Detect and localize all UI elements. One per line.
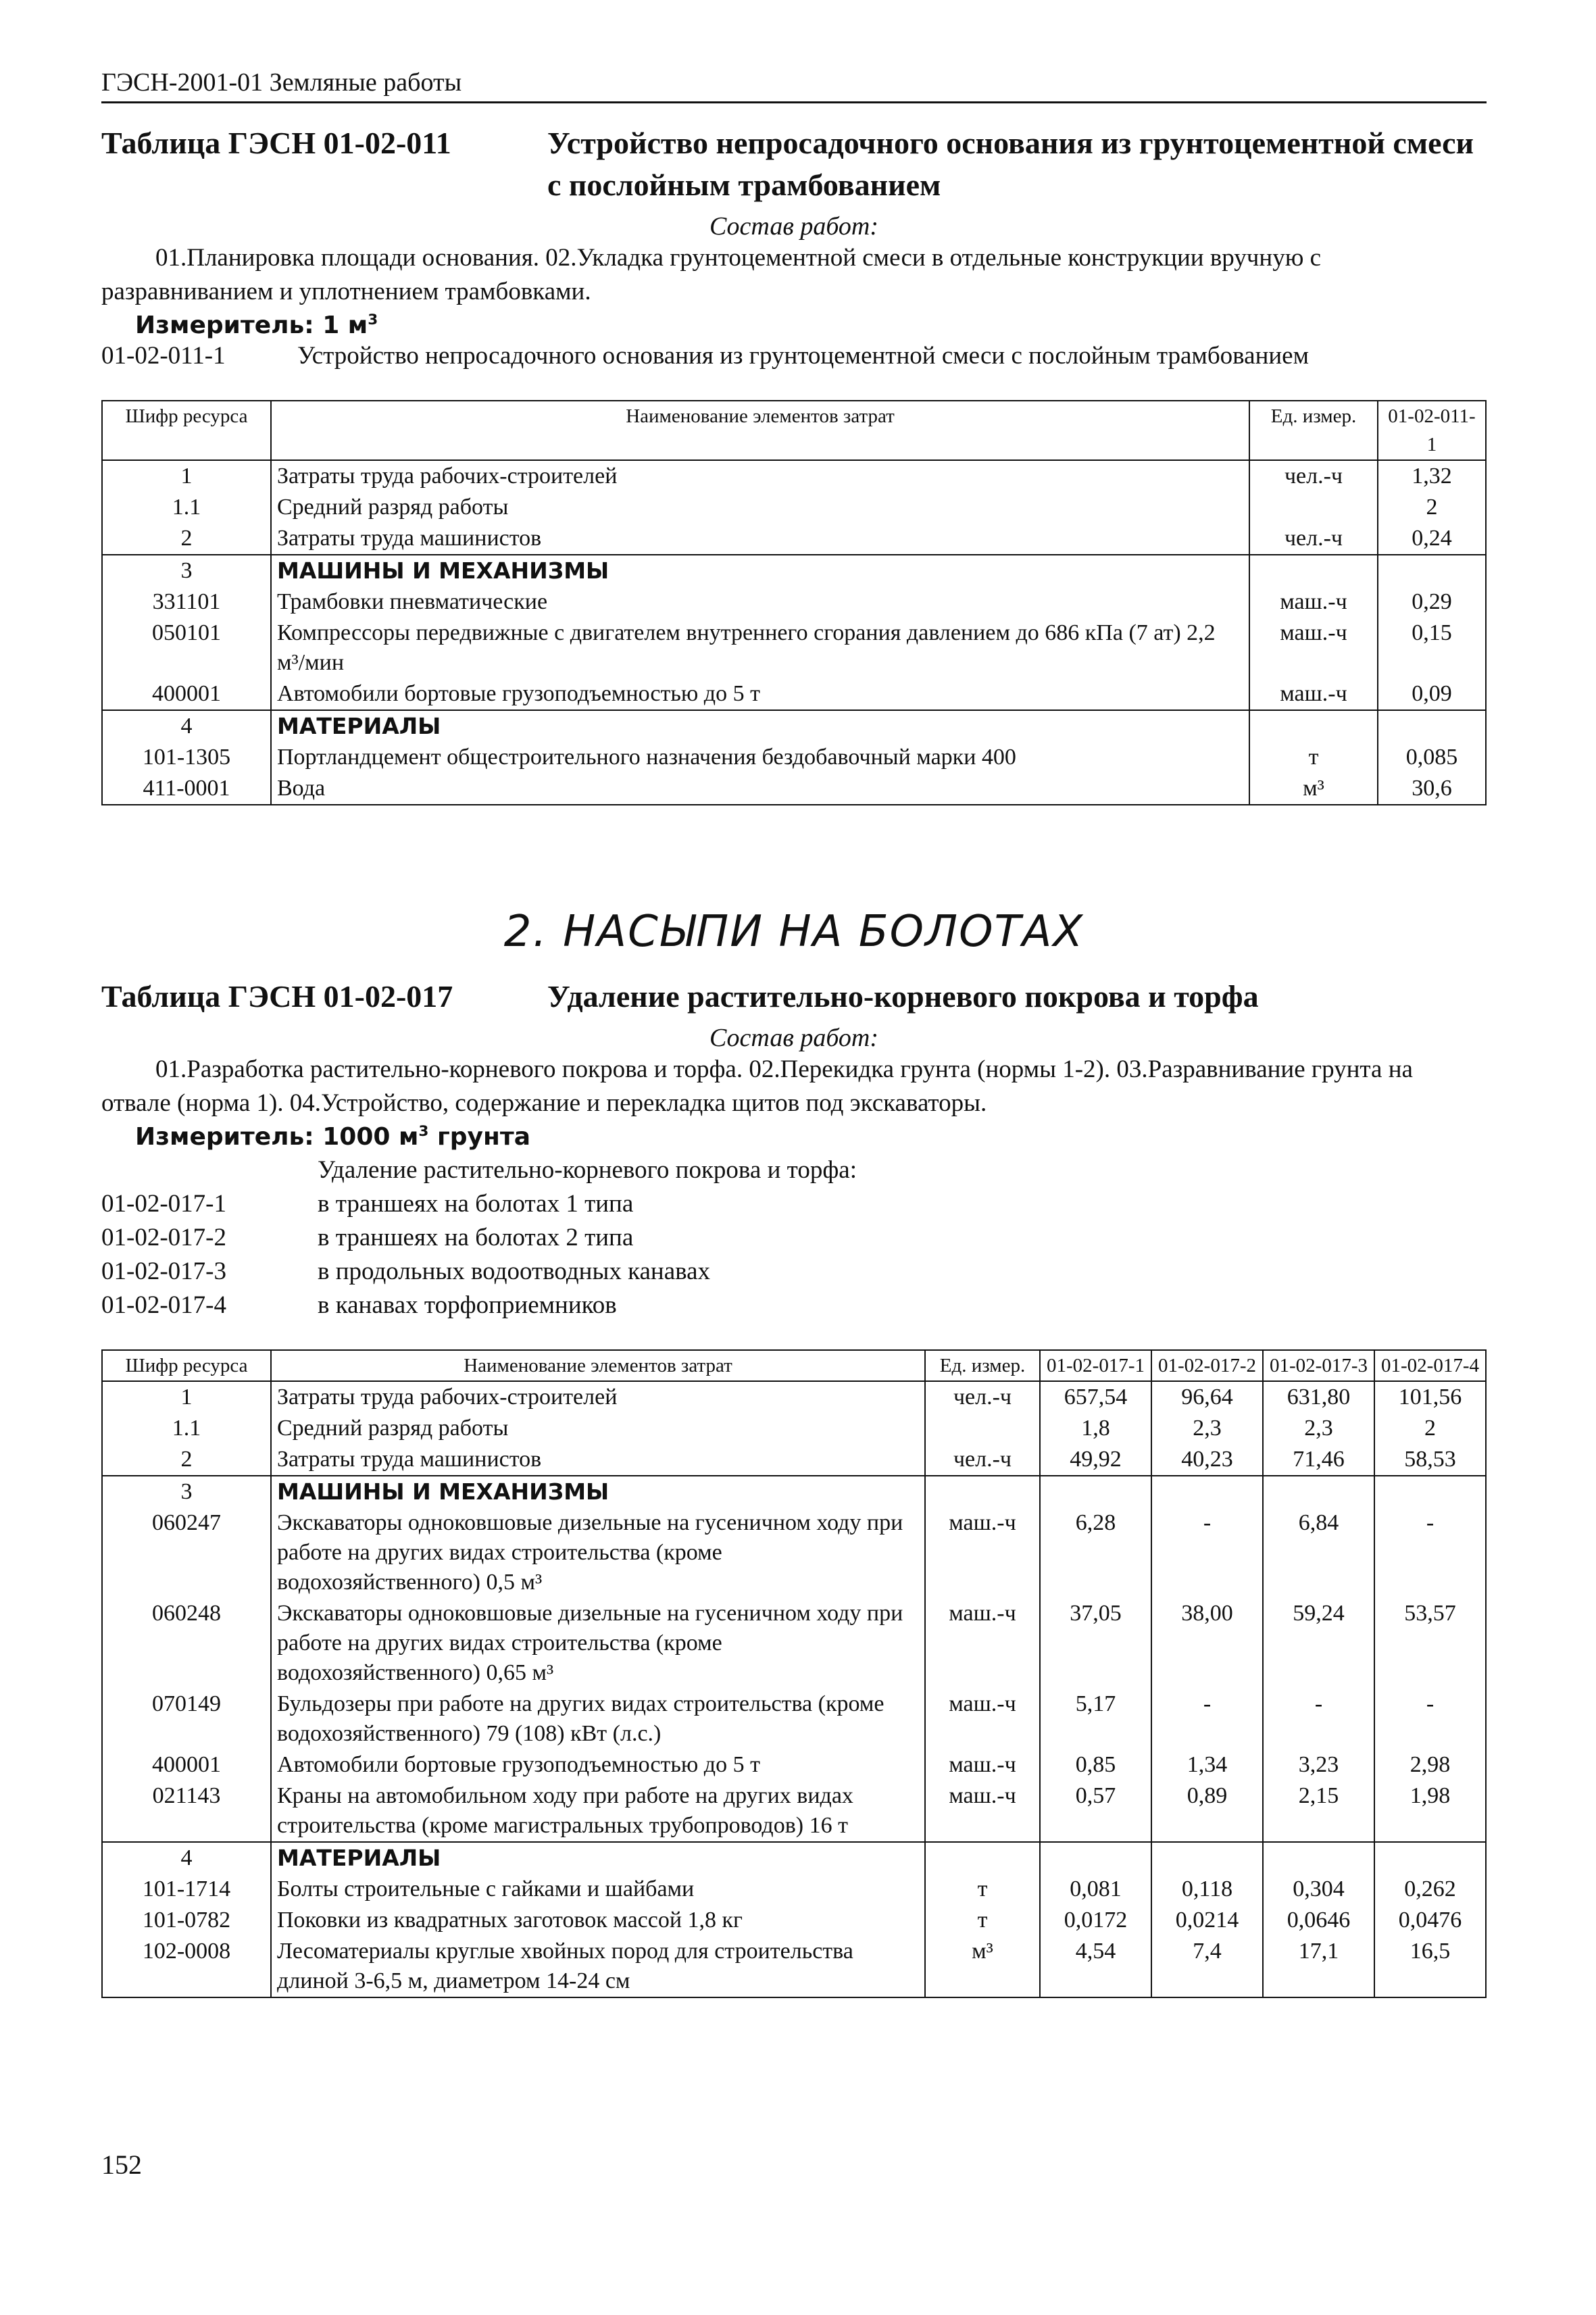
value: 631,80	[1263, 1381, 1374, 1413]
cost-element-name: МАТЕРИАЛЫ	[271, 710, 1249, 742]
value: 2,98	[1374, 1749, 1486, 1781]
value: 38,00	[1151, 1598, 1263, 1689]
norm-code: 01-02-017-4	[101, 1291, 226, 1319]
resource-code: 101-1305	[102, 742, 271, 773]
unit: т	[925, 1905, 1040, 1936]
resource-code: 070149	[102, 1689, 271, 1749]
table-1-title	[101, 122, 1487, 206]
table-row	[102, 1444, 1486, 1476]
value: 0,0646	[1263, 1905, 1374, 1936]
cost-element-name: Трамбовки пневматические	[271, 587, 1249, 618]
resource-code: 3	[102, 1476, 271, 1508]
table-row	[102, 1508, 1486, 1598]
table-1-sostav-label: Состав работ:	[709, 212, 879, 241]
value	[1040, 1842, 1151, 1874]
value: -	[1263, 1689, 1374, 1749]
value: 2	[1378, 492, 1486, 523]
value: 0,29	[1378, 587, 1486, 618]
resource-code: 400001	[102, 678, 271, 710]
table-1-number: Таблица ГЭСН 01-02-011	[101, 126, 451, 160]
norm-desc: в продольных водоотводных канавах	[318, 1258, 711, 1285]
value: 0,0172	[1040, 1905, 1151, 1936]
value	[1374, 1842, 1486, 1874]
value: 17,1	[1263, 1936, 1374, 1997]
value	[1378, 555, 1486, 587]
value: 1,8	[1040, 1413, 1151, 1444]
norm-desc: в траншеях на болотах 2 типа	[318, 1224, 634, 1251]
measure-tail: грунта	[428, 1123, 531, 1151]
value	[1151, 1476, 1263, 1508]
table-1-measure	[135, 312, 1487, 339]
value: 0,262	[1374, 1874, 1486, 1905]
value: 6,28	[1040, 1508, 1151, 1598]
cost-element-name: Автомобили бортовые грузоподъемностью до 5 т	[271, 1749, 925, 1781]
table-row	[102, 1413, 1486, 1444]
unit: маш.-ч	[1249, 587, 1378, 618]
measure-sup: 3	[368, 312, 378, 328]
unit	[925, 1413, 1040, 1444]
unit: маш.-ч	[925, 1689, 1040, 1749]
norm-item	[101, 1255, 1487, 1289]
cost-element-name: Затраты труда рабочих-строителей	[271, 1381, 925, 1413]
norm-intro: Удаление растительно-корневого покрова и торфа:	[318, 1156, 857, 1184]
value: 2,3	[1151, 1413, 1263, 1444]
value: 2	[1374, 1413, 1486, 1444]
resource-code: 050101	[102, 618, 271, 678]
value: 0,09	[1378, 678, 1486, 710]
measure-sup: 3	[418, 1123, 429, 1140]
header-name: Наименование элементов затрат	[271, 1350, 925, 1381]
unit	[925, 1842, 1040, 1874]
page-number: 152	[101, 2149, 142, 2180]
unit: маш.-ч	[925, 1749, 1040, 1781]
value: 0,085	[1378, 742, 1486, 773]
norm-item	[101, 1221, 1487, 1255]
resource-code: 1.1	[102, 492, 271, 523]
cost-element-name: Затраты труда рабочих-строителей	[271, 460, 1249, 492]
value: 16,5	[1374, 1936, 1486, 1997]
table-row	[102, 1381, 1486, 1413]
resource-code: 021143	[102, 1781, 271, 1842]
table-2-measure	[135, 1123, 1487, 1151]
table-row	[102, 460, 1486, 492]
header-name: Наименование элементов затрат	[271, 401, 1249, 460]
value	[1378, 710, 1486, 742]
resource-code: 102-0008	[102, 1936, 271, 1997]
table-row	[102, 773, 1486, 805]
norm-desc: в канавах торфоприемников	[318, 1291, 617, 1319]
table-row	[102, 492, 1486, 523]
value: 37,05	[1040, 1598, 1151, 1689]
value	[1374, 1476, 1486, 1508]
value: 4,54	[1040, 1936, 1151, 1997]
unit: т	[1249, 742, 1378, 773]
cost-element-name: Компрессоры передвижные с двигателем внутреннего сгорания давлением до 686 кПа (7 ат) 2,2 м³/мин	[271, 618, 1249, 678]
resource-code: 1	[102, 460, 271, 492]
norm-code: 01-02-017-1	[101, 1190, 226, 1218]
value: -	[1374, 1508, 1486, 1598]
resource-code: 1.1	[102, 1413, 271, 1444]
measure-label: Измеритель: 1000 м	[135, 1123, 419, 1151]
unit: м³	[925, 1936, 1040, 1997]
measure-label: Измеритель: 1 м	[135, 312, 368, 339]
cost-element-name: Автомобили бортовые грузоподъемностью до 5 т	[271, 678, 1249, 710]
table-row	[102, 618, 1486, 678]
table-row	[102, 523, 1486, 555]
value: 2,15	[1263, 1781, 1374, 1842]
cost-element-name: Портландцемент общестроительного назначения бездобавочный марки 400	[271, 742, 1249, 773]
cost-element-name: МАТЕРИАЛЫ	[271, 1842, 925, 1874]
value: 0,304	[1263, 1874, 1374, 1905]
value	[1151, 1842, 1263, 1874]
unit	[1249, 710, 1378, 742]
table-row	[102, 587, 1486, 618]
value: 0,118	[1151, 1874, 1263, 1905]
unit: маш.-ч	[1249, 678, 1378, 710]
norm-desc: в траншеях на болотах 1 типа	[318, 1190, 634, 1218]
value: 0,57	[1040, 1781, 1151, 1842]
resource-code: 101-1714	[102, 1874, 271, 1905]
unit: маш.-ч	[1249, 618, 1378, 678]
resource-code: 4	[102, 1842, 271, 1874]
unit: чел.-ч	[1249, 523, 1378, 555]
cost-element-name: Бульдозеры при работе на других видах строительства (кроме водохозяйственного) 79 (108) кВт (л.с.)	[271, 1689, 925, 1749]
unit: чел.-ч	[1249, 460, 1378, 492]
resource-code: 1	[102, 1381, 271, 1413]
table-2-works: 01.Разработка растительно-корневого покрова и торфа. 02.Перекидка грунта (нормы 1-2). 03.Разравнивание грунта на отвале (норма 1). 04.Устройство, содержание и перекладка щитов под экскаваторы.	[101, 1055, 1413, 1117]
resource-code: 101-0782	[102, 1905, 271, 1936]
table-row	[102, 1476, 1486, 1508]
table-1-code-line	[101, 339, 1487, 373]
value	[1040, 1476, 1151, 1508]
value: 0,0476	[1374, 1905, 1486, 1936]
cost-element-name: Затраты труда машинистов	[271, 523, 1249, 555]
value: 6,84	[1263, 1508, 1374, 1598]
table-row	[102, 1598, 1486, 1689]
value: 5,17	[1040, 1689, 1151, 1749]
cost-element-name: МАШИНЫ И МЕХАНИЗМЫ	[271, 555, 1249, 587]
header-unit: Ед. измер.	[925, 1350, 1040, 1381]
value: 1,32	[1378, 460, 1486, 492]
value	[1263, 1842, 1374, 1874]
value	[1263, 1476, 1374, 1508]
unit: чел.-ч	[925, 1381, 1040, 1413]
table-row	[102, 1749, 1486, 1781]
norm-item	[101, 1289, 1487, 1322]
cost-element-name: Затраты труда машинистов	[271, 1444, 925, 1476]
cost-element-name: Средний разряд работы	[271, 492, 1249, 523]
cost-element-name: Средний разряд работы	[271, 1413, 925, 1444]
value: 40,23	[1151, 1444, 1263, 1476]
cost-element-name: Вода	[271, 773, 1249, 805]
resource-code: 4	[102, 710, 271, 742]
resource-code: 331101	[102, 587, 271, 618]
value: 2,3	[1263, 1413, 1374, 1444]
value: 96,64	[1151, 1381, 1263, 1413]
table-row	[102, 742, 1486, 773]
unit	[1249, 492, 1378, 523]
resource-code: 060247	[102, 1508, 271, 1598]
value: 1,98	[1374, 1781, 1486, 1842]
table-row	[102, 678, 1486, 710]
value: 657,54	[1040, 1381, 1151, 1413]
cost-element-name: МАШИНЫ И МЕХАНИЗМЫ	[271, 1476, 925, 1508]
section-title: 2. НАСЫПИ НА БОЛОТАХ	[503, 907, 1084, 957]
table-2-sostav-label: Состав работ:	[709, 1024, 879, 1052]
norm-item	[101, 1187, 1487, 1221]
table-row	[102, 710, 1486, 742]
value: 0,081	[1040, 1874, 1151, 1905]
unit	[1249, 555, 1378, 587]
resource-code: 411-0001	[102, 773, 271, 805]
page	[101, 68, 1487, 1998]
header-code: Шифр ресурса	[102, 1350, 271, 1381]
unit	[925, 1476, 1040, 1508]
table-row	[102, 1874, 1486, 1905]
table-1-works: 01.Планировка площади основания. 02.Укладка грунтоцементной смеси в отдельные конструкции вручную с разравниванием и уплотнением трамбовками.	[101, 244, 1322, 305]
value: 3,23	[1263, 1749, 1374, 1781]
header-col-3: 01-02-017-3	[1263, 1350, 1374, 1381]
norm-desc: Устройство непросадочного основания из грунтоцементной смеси с послойным трамбованием	[297, 342, 1310, 370]
value: -	[1151, 1689, 1263, 1749]
table-1-grid	[101, 400, 1487, 805]
table-2-grid	[101, 1349, 1487, 1998]
value: 0,0214	[1151, 1905, 1263, 1936]
cost-element-name: Краны на автомобильном ходу при работе на других видах строительства (кроме магистральных трубопроводов) 16 т	[271, 1781, 925, 1842]
value: 0,85	[1040, 1749, 1151, 1781]
resource-code: 060248	[102, 1598, 271, 1689]
value: 0,15	[1378, 618, 1486, 678]
table-row	[102, 1781, 1486, 1842]
value: 49,92	[1040, 1444, 1151, 1476]
value: 0,89	[1151, 1781, 1263, 1842]
value: 53,57	[1374, 1598, 1486, 1689]
header-code: Шифр ресурса	[102, 401, 271, 460]
value: 0,24	[1378, 523, 1486, 555]
unit: маш.-ч	[925, 1598, 1040, 1689]
table-row	[102, 1689, 1486, 1749]
unit: м³	[1249, 773, 1378, 805]
value: 1,34	[1151, 1749, 1263, 1781]
cost-element-name: Болты строительные с гайками и шайбами	[271, 1874, 925, 1905]
value: 30,6	[1378, 773, 1486, 805]
norm-items	[101, 1153, 1487, 1322]
table-2-number: Таблица ГЭСН 01-02-017	[101, 979, 453, 1014]
header-col-4: 01-02-017-4	[1374, 1350, 1486, 1381]
header-col-2: 01-02-017-2	[1151, 1350, 1263, 1381]
value: 59,24	[1263, 1598, 1374, 1689]
table-1-name: Устройство непросадочного основания из грунтоцементной смеси с послойным трамбованием	[547, 126, 1474, 202]
table-2-name: Удаление растительно-корневого покрова и торфа	[547, 979, 1259, 1014]
value: -	[1151, 1508, 1263, 1598]
header-unit: Ед. измер.	[1249, 401, 1378, 460]
resource-code: 2	[102, 523, 271, 555]
table-row	[102, 555, 1486, 587]
norm-code: 01-02-017-3	[101, 1258, 226, 1285]
table-2-title	[101, 976, 1487, 1018]
cost-element-name: Экскаваторы одноковшовые дизельные на гусеничном ходу при работе на других видах строительства (кроме водохозяйственного) 0,5 м³	[271, 1508, 925, 1598]
table-row	[102, 1842, 1486, 1874]
resource-code: 400001	[102, 1749, 271, 1781]
unit: маш.-ч	[925, 1781, 1040, 1842]
table-row	[102, 1936, 1486, 1997]
unit: чел.-ч	[925, 1444, 1040, 1476]
running-head: ГЭСН-2001-01 Земляные работы	[101, 68, 1487, 103]
cost-element-name: Лесоматериалы круглые хвойных пород для строительства длиной 3-6,5 м, диаметром 14-24 см	[271, 1936, 925, 1997]
resource-code: 3	[102, 555, 271, 587]
norm-code: 01-02-017-2	[101, 1224, 226, 1251]
header-col: 01-02-011-1	[1378, 401, 1486, 460]
cost-element-name: Поковки из квадратных заготовок массой 1,8 кг	[271, 1905, 925, 1936]
resource-code: 2	[102, 1444, 271, 1476]
table-row	[102, 1905, 1486, 1936]
unit: т	[925, 1874, 1040, 1905]
value: 71,46	[1263, 1444, 1374, 1476]
value: 58,53	[1374, 1444, 1486, 1476]
value: -	[1374, 1689, 1486, 1749]
header-col-1: 01-02-017-1	[1040, 1350, 1151, 1381]
value: 7,4	[1151, 1936, 1263, 1997]
unit: маш.-ч	[925, 1508, 1040, 1598]
cost-element-name: Экскаваторы одноковшовые дизельные на гусеничном ходу при работе на других видах строительства (кроме водохозяйственного) 0,65 м³	[271, 1598, 925, 1689]
norm-code: 01-02-011-1	[101, 342, 226, 370]
value: 101,56	[1374, 1381, 1486, 1413]
